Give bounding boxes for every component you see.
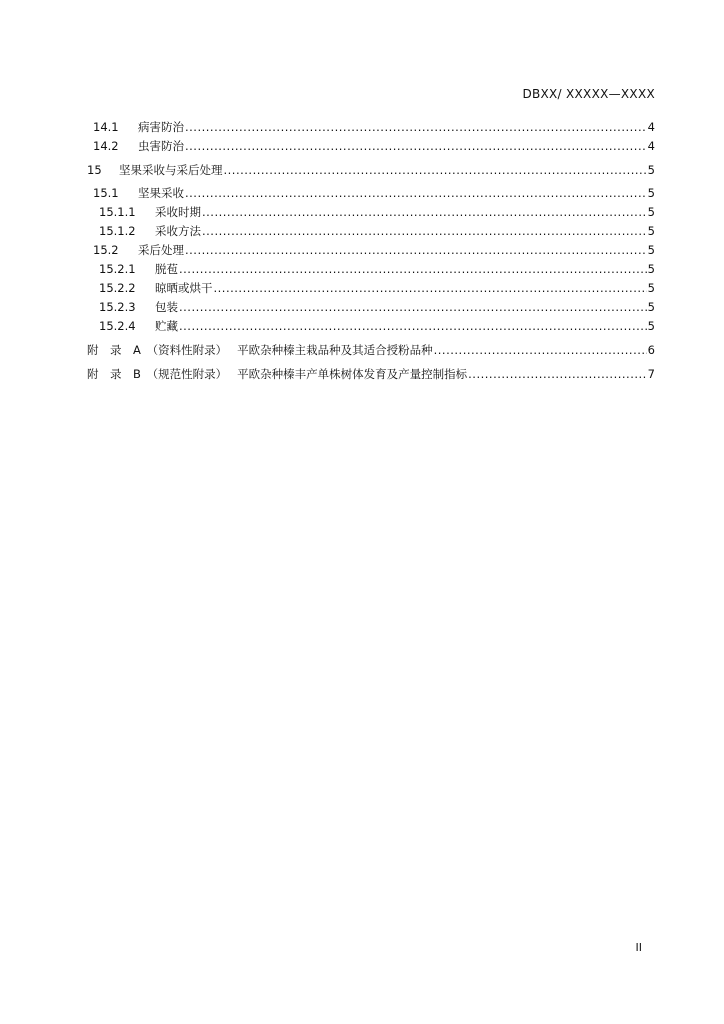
toc-entry-number: 15.2.2 xyxy=(99,281,136,295)
toc-entry-title: 脱苞 xyxy=(155,262,178,276)
toc-entry-title: 坚果采收 xyxy=(138,186,184,200)
toc-entry-page: 5 xyxy=(647,224,655,238)
toc-entry-page: 5 xyxy=(647,186,655,200)
toc-leader-dots xyxy=(434,343,647,357)
toc-entry-14-1[interactable] xyxy=(93,120,655,134)
toc-entry-title: 采收方法 xyxy=(155,224,201,238)
page-number-footer: II xyxy=(635,941,642,954)
toc-leader-dots xyxy=(185,139,647,153)
toc-leader-dots xyxy=(179,262,647,276)
toc-leader-dots xyxy=(185,186,647,200)
toc-entry-page: 5 xyxy=(647,163,655,177)
toc-entry-14-2[interactable] xyxy=(93,139,655,153)
toc-entry-number: 15.2.3 xyxy=(99,300,136,314)
toc-leader-dots xyxy=(185,243,647,257)
toc-entry-title: 平欧杂种榛主栽品种及其适合授粉品种 xyxy=(237,343,433,357)
toc-entry-page: 5 xyxy=(647,205,655,219)
toc-entry-number: 14.1 xyxy=(93,120,119,134)
toc-leader-dots xyxy=(224,163,647,177)
toc-leader-dots xyxy=(214,281,647,295)
toc-entry-number: 附 录 A （资料性附录） xyxy=(87,343,228,357)
toc-leader-dots xyxy=(179,319,647,333)
toc-entry-page: 5 xyxy=(647,281,655,295)
toc-entry-title: 贮藏 xyxy=(155,319,178,333)
toc-entry-appendix-a[interactable] xyxy=(87,343,655,357)
toc-entry-page: 7 xyxy=(647,367,655,381)
toc-entry-page: 5 xyxy=(647,243,655,257)
toc-entry-page: 4 xyxy=(647,139,655,153)
toc-entry-15-2-3[interactable] xyxy=(99,300,655,314)
toc-entry-title: 平欧杂种榛丰产单株树体发育及产量控制指标 xyxy=(237,367,468,381)
toc-entry-number: 15.1.2 xyxy=(99,224,136,238)
toc-entry-15-1-1[interactable] xyxy=(99,205,655,219)
toc-entry-number: 15.2.4 xyxy=(99,319,136,333)
toc-entry-number: 15.1.1 xyxy=(99,205,136,219)
toc-entry-15-1-2[interactable] xyxy=(99,224,655,238)
toc-entry-page: 5 xyxy=(647,319,655,333)
toc-entry-number: 14.2 xyxy=(93,139,119,153)
toc-leader-dots xyxy=(179,300,647,314)
standard-code-header: DBXX/ XXXXX—XXXX xyxy=(522,87,655,101)
toc-entry-page: 5 xyxy=(647,300,655,314)
toc-entry-15-1[interactable] xyxy=(93,186,655,200)
toc-entry-number: 15.2 xyxy=(93,243,119,257)
toc-entry-number: 15.2.1 xyxy=(99,262,136,276)
toc-entry-appendix-b[interactable] xyxy=(87,367,655,381)
toc-entry-number: 15 xyxy=(87,163,102,177)
toc-entry-title: 晾晒或烘干 xyxy=(155,281,213,295)
toc-entry-page: 4 xyxy=(647,120,655,134)
toc-entry-15-2-1[interactable] xyxy=(99,262,655,276)
toc-entry-number: 15.1 xyxy=(93,186,119,200)
toc-leader-dots xyxy=(202,224,647,238)
toc-entry-15-2-2[interactable] xyxy=(99,281,655,295)
toc-leader-dots xyxy=(185,120,647,134)
toc-leader-dots xyxy=(468,367,647,381)
toc-entry-title: 病害防治 xyxy=(138,120,184,134)
toc-entry-title: 包装 xyxy=(155,300,178,314)
toc-entry-title: 采收时期 xyxy=(155,205,201,219)
toc-entry-title: 采后处理 xyxy=(138,243,184,257)
toc-entry-title: 虫害防治 xyxy=(138,139,184,153)
toc-entry-15-2[interactable] xyxy=(93,243,655,257)
toc-entry-15[interactable] xyxy=(87,163,655,177)
toc-entry-page: 6 xyxy=(647,343,655,357)
toc-entry-15-2-4[interactable] xyxy=(99,319,655,333)
toc-entry-number: 附 录 B （规范性附录） xyxy=(87,367,228,381)
toc-leader-dots xyxy=(202,205,647,219)
toc-entry-title: 坚果采收与采后处理 xyxy=(119,163,223,177)
toc-entry-page: 5 xyxy=(647,262,655,276)
